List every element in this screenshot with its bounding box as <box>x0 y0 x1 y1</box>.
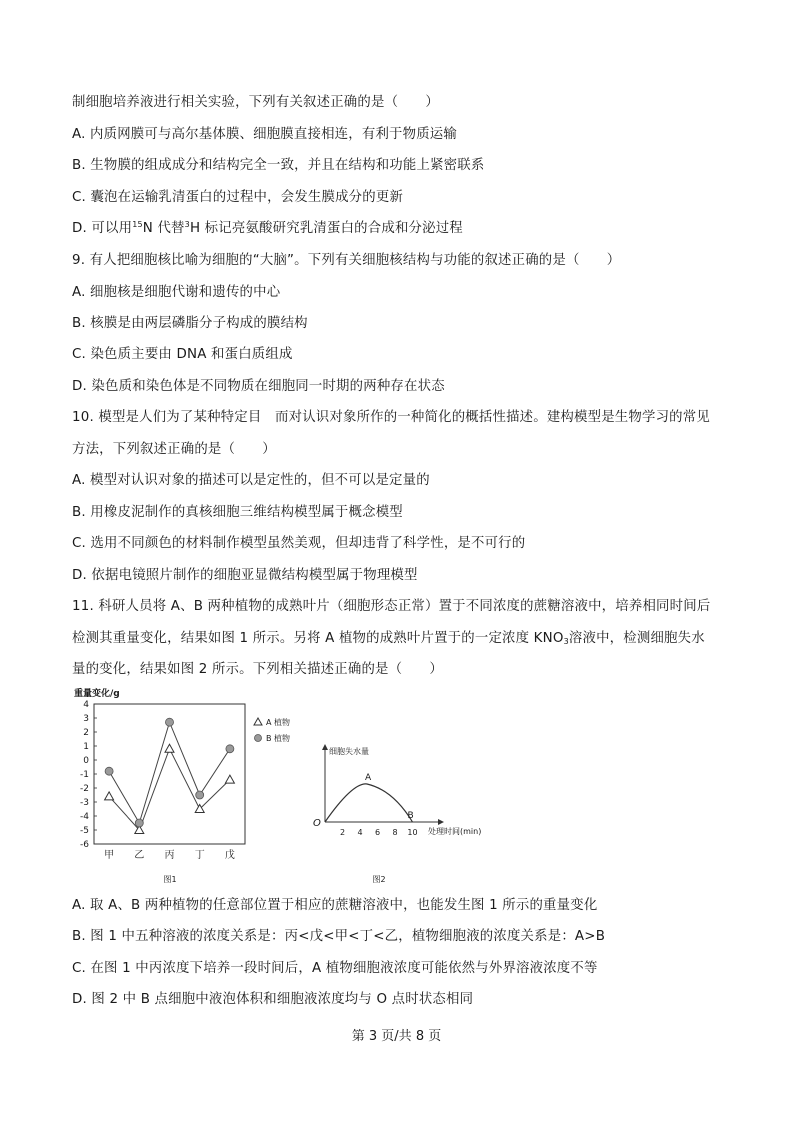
y-tick-label: 3 <box>83 714 89 724</box>
y-tick-label: -2 <box>80 784 89 794</box>
superscript: 3 <box>184 220 190 229</box>
option-c: C. 囊泡在运输乳清蛋白的过程中，会发生膜成分的更新 <box>72 190 404 205</box>
figure-2 <box>305 740 485 894</box>
x-tick-label: 6 <box>374 828 381 837</box>
option-b: B. 核膜是由两层磷脂分子构成的膜结构 <box>72 316 308 331</box>
text-line <box>72 630 705 648</box>
option-c: C. 在图 1 中丙浓度下培养一段时间后，A 植物细胞液浓度可能依然与外界溶液浓度不等 <box>72 961 598 976</box>
data-point-circle <box>105 767 113 775</box>
series-line <box>109 749 230 830</box>
figure-caption: 图1 <box>163 875 177 884</box>
point-label-a: A <box>365 773 372 783</box>
y-axis-arrow <box>322 744 328 750</box>
legend-label: A 植物 <box>266 718 291 727</box>
x-tick-label: 戊 <box>224 850 235 861</box>
option-a: A. 内质网膜可与高尔基体膜、细胞膜直接相连，有利于物质运输 <box>72 127 457 142</box>
option-a: A. 细胞核是细胞代谢和遗传的中心 <box>72 285 281 300</box>
x-tick-label: 丙 <box>164 850 175 861</box>
data-point-circle <box>226 745 234 753</box>
x-tick-label: 8 <box>392 828 398 837</box>
option-c: C. 选用不同颜色的材料制作模型虽然美观，但却违背了科学性，是不可行的 <box>72 536 526 551</box>
y-tick-label: -3 <box>80 798 89 808</box>
figure-1-chart <box>70 686 310 886</box>
option-d: D. 图 2 中 B 点细胞中液泡体积和细胞液浓度均与 O 点时状态相同 <box>72 992 474 1007</box>
y-axis-label: 重量变化/g <box>74 689 120 699</box>
y-axis-label: 细胞失水量 <box>329 747 369 756</box>
y-tick-label: -4 <box>80 812 89 822</box>
y-tick-label: -5 <box>80 826 89 836</box>
data-point-triangle <box>105 792 114 800</box>
question-9: 9. 有人把细胞核比喻为细胞的“大脑”。下列有关细胞核结构与功能的叙述正确的是（ ） <box>72 253 621 268</box>
point-label-b: B <box>407 811 414 821</box>
text-run: N 代替 <box>142 221 185 236</box>
y-tick-label: -1 <box>80 770 89 780</box>
option-d <box>72 220 463 238</box>
data-point-circle <box>166 718 174 726</box>
superscript: 15 <box>132 220 143 229</box>
figure-2-chart <box>305 740 485 890</box>
y-tick-label: 1 <box>83 742 89 752</box>
text-line: 量的变化，结果如图 2 所示。下列相关描述正确的是（ ） <box>72 662 443 677</box>
option-a: A. 取 A、B 两种植物的任意部位置于相应的蔗糖溶液中，也能发生图 1 所示的重量变化 <box>72 898 598 913</box>
data-point-circle <box>135 819 143 827</box>
question-10: 10. 模型是人们为了某种特定目 而对认识对象所作的一种简化的概括性描述。建构模型是生物学习的常见 <box>72 410 710 425</box>
option-d: D. 染色质和染色体是不同物质在细胞同一时期的两种存在状态 <box>72 379 445 394</box>
x-axis-arrow <box>438 819 444 825</box>
x-tick-label: 乙 <box>134 850 145 861</box>
x-tick-label: 4 <box>357 828 363 837</box>
y-tick-label: 0 <box>83 756 89 766</box>
text-run: 溶液中，检测细胞失水 <box>568 631 705 646</box>
subscript: 3 <box>563 637 569 646</box>
data-point-triangle <box>225 775 234 783</box>
series-line <box>109 722 230 823</box>
y-tick-label: -6 <box>80 840 89 850</box>
text-run: 检测其重量变化，结果如图 1 所示。另将 A 植物的成熟叶片置于的一定浓度 KNO <box>72 631 564 646</box>
option-c: C. 染色质主要由 DNA 和蛋白质组成 <box>72 347 293 362</box>
text-line: 制细胞培养液进行相关实验，下列有关叙述正确的是（ ） <box>72 95 439 110</box>
question-11: 11. 科研人员将 A、B 两种植物的成熟叶片（细胞形态正常）置于不同浓度的蔗糖溶液中，培养相同时间后 <box>72 599 711 614</box>
curve-line <box>325 784 413 822</box>
figure-1 <box>70 686 310 890</box>
origin-label: O <box>313 818 321 829</box>
y-tick-label: 2 <box>83 728 89 738</box>
x-tick-label: 甲 <box>104 850 115 861</box>
option-d: D. 依据电镜照片制作的细胞亚显微结构模型属于物理模型 <box>72 568 418 583</box>
data-point-triangle <box>165 744 174 752</box>
text-run: H 标记亮氨酸研究乳清蛋白的合成和分泌过程 <box>189 221 463 236</box>
option-b: B. 用橡皮泥制作的真核细胞三维结构模型属于概念模型 <box>72 505 403 520</box>
data-point-circle <box>196 791 204 799</box>
x-tick-label: 10 <box>407 828 418 837</box>
x-tick-label: 丁 <box>194 850 205 861</box>
legend-marker-circle <box>255 735 262 742</box>
option-a: A. 模型对认识对象的描述可以是定性的，但不可以是定量的 <box>72 473 430 488</box>
figure-caption: 图2 <box>372 875 386 884</box>
option-b: B. 生物膜的组成成分和结构完全一致，并且在结构和功能上紧密联系 <box>72 158 485 173</box>
option-b: B. 图 1 中五种溶液的浓度关系是：丙<戊<甲<丁<乙，植物细胞液的浓度关系是：A>B <box>72 929 606 944</box>
x-tick-label: 2 <box>339 828 346 837</box>
x-axis-label: 处理时间(min) <box>428 827 482 836</box>
text-run: D. 可以用 <box>72 221 133 236</box>
legend-label: B 植物 <box>266 734 291 743</box>
y-tick-label: 4 <box>83 700 89 710</box>
legend-marker-triangle <box>254 718 262 725</box>
page-footer: 第 3 页/共 8 页 <box>351 1029 442 1044</box>
text-line: 方法，下列叙述正确的是（ ） <box>72 442 276 457</box>
